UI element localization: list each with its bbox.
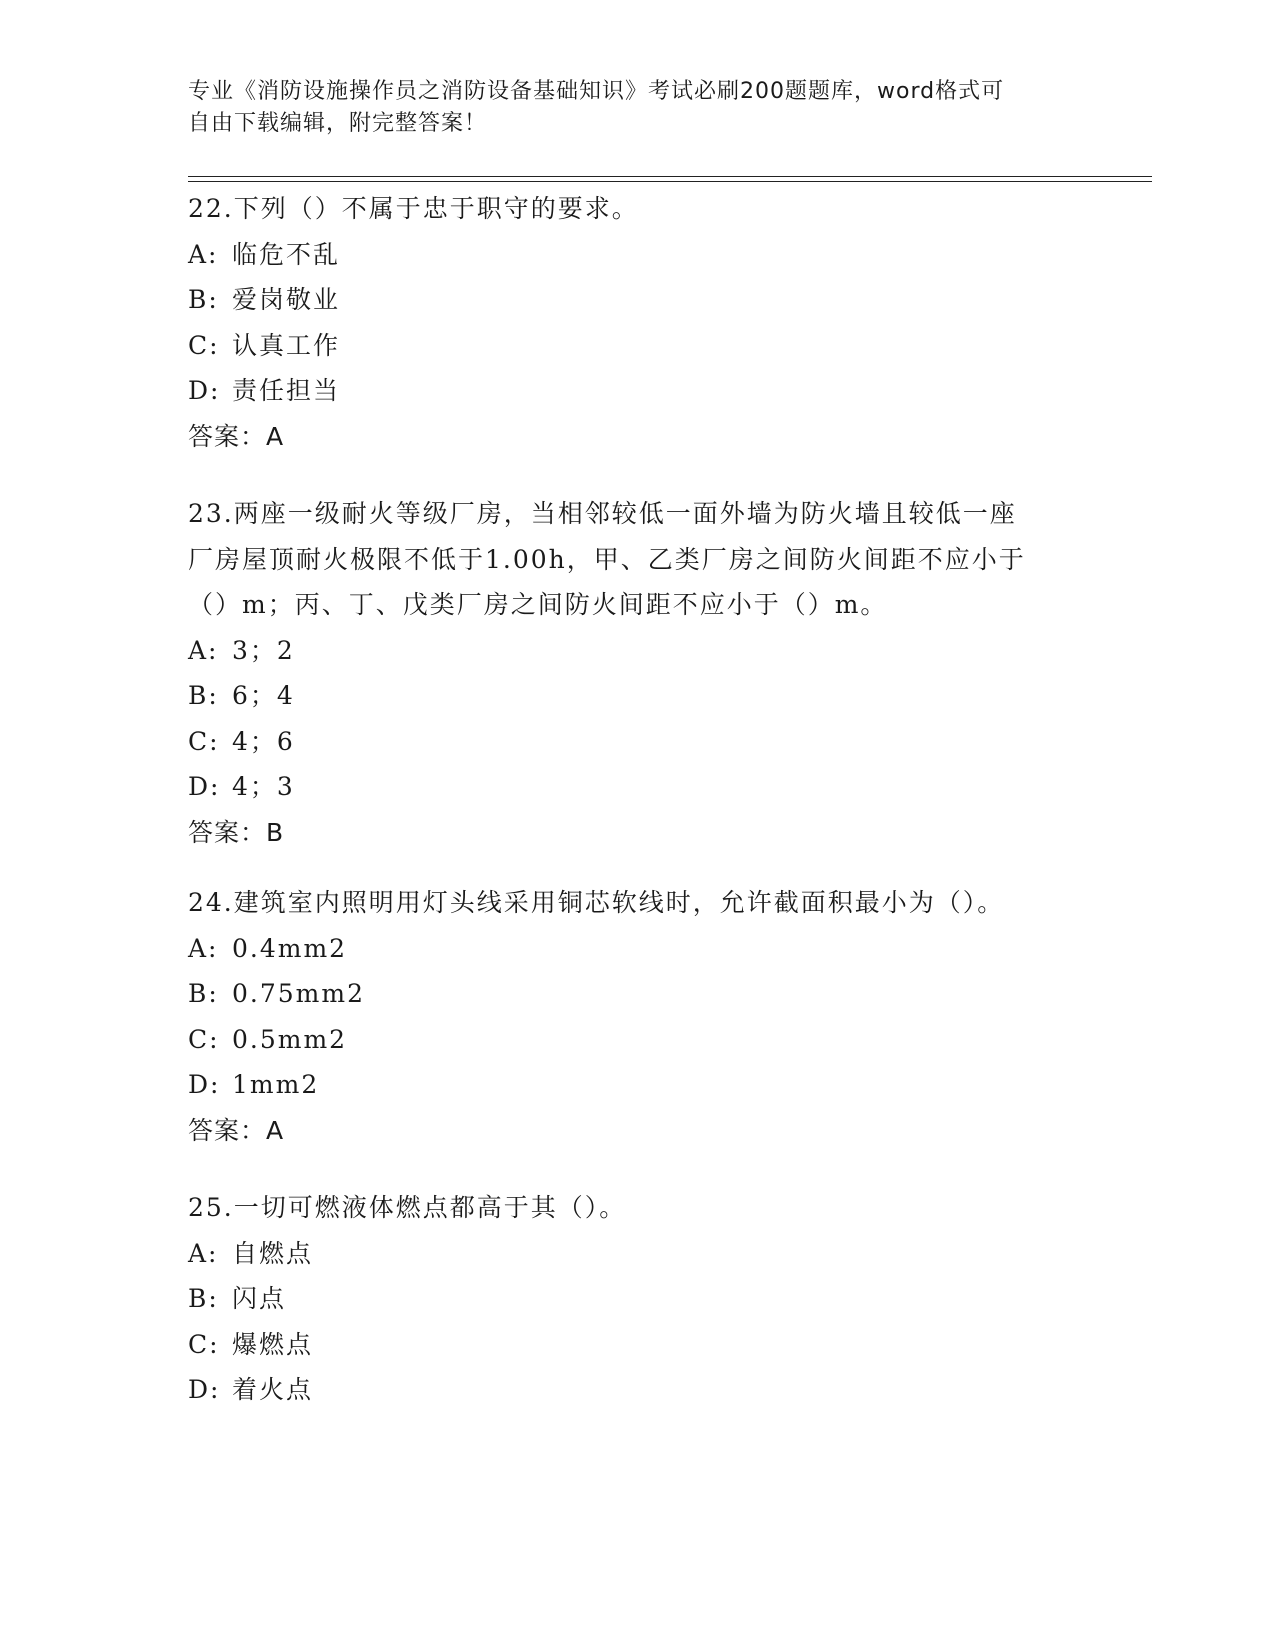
stem-line: 23.两座一级耐火等级厂房，当相邻较低一面外墙为防火墙且较低一座 [188,499,1017,528]
answer-line: 答案：B [188,817,285,847]
option-text: 着火点 [232,1375,314,1404]
option-c [188,323,1088,369]
option-text: 4；3 [232,772,295,801]
header-line-1: 专业《消防设施操作员之消防设备基础知识》考试必刷200题题库，word格式可 [188,79,1005,104]
document-header [188,76,1068,140]
option-text: 临危不乱 [232,239,341,269]
option-text: 自燃点 [232,1238,314,1268]
answer-line: 答案：A [188,1115,285,1145]
option-key: B: [188,979,219,1008]
option-key: A: [188,933,219,963]
option-d [188,1367,1088,1413]
option-text: 0.4mm2 [232,933,348,963]
option-key: D: [188,376,221,405]
option-text: 爱岗敬业 [232,285,341,314]
stem-line: 24.建筑室内照明用灯头线采用铜芯软线时，允许截面积最小为（）。 [188,888,1005,917]
option-key: D: [188,1070,221,1099]
option-key: B: [188,681,219,710]
question-24 [188,880,1088,1153]
option-c [188,1017,1088,1063]
option-b [188,277,1088,323]
option-c [188,1322,1088,1368]
option-text: 认真工作 [232,330,341,360]
option-key: C: [188,330,220,360]
option-c [188,719,1088,765]
question-22 [188,186,1088,459]
option-text: 0.75mm2 [232,979,365,1008]
option-a [188,628,1088,674]
stem-line: （）m；丙、丁、戊类厂房之间防火间距不应小于（）m。 [188,590,888,619]
option-key: C: [188,726,220,756]
option-text: 闪点 [232,1284,287,1313]
header-line-2: 自由下载编辑，附完整答案！ [188,111,488,136]
question-stem [188,186,1088,232]
stem-line: 25.一切可燃液体燃点都高于其（）。 [188,1193,627,1222]
question-25 [188,1185,1088,1413]
question-stem [188,880,1088,926]
option-key: B: [188,1284,219,1313]
option-text: 1mm2 [232,1070,320,1099]
option-d [188,1062,1088,1108]
header-divider-top [188,176,1152,177]
option-key: A: [188,635,219,665]
option-text: 3；2 [232,635,295,665]
stem-line: 22.下列（）不属于忠于职守的要求。 [188,194,639,223]
option-key: A: [188,239,219,269]
answer-line: 答案：A [188,421,285,451]
option-d [188,368,1088,414]
option-a [188,232,1088,278]
option-b [188,673,1088,719]
question-23 [188,491,1088,855]
header-divider-bottom [188,181,1152,182]
option-key: D: [188,772,221,801]
option-b [188,1276,1088,1322]
option-text: 4；6 [232,726,295,756]
option-key: B: [188,285,219,314]
option-key: C: [188,1329,220,1359]
option-key: C: [188,1024,220,1054]
question-stem [188,1185,1088,1231]
option-key: A: [188,1238,219,1268]
question-stem [188,491,1088,628]
option-a [188,926,1088,972]
option-text: 爆燃点 [232,1329,314,1359]
stem-line: 厂房屋顶耐火极限不低于1.00h，甲、乙类厂房之间防火间距不应小于 [188,544,1026,574]
option-a [188,1231,1088,1277]
option-text: 6；4 [232,681,295,710]
option-text: 0.5mm2 [232,1024,348,1054]
option-key: D: [188,1375,221,1404]
option-text: 责任担当 [232,376,341,405]
option-b [188,971,1088,1017]
option-d [188,764,1088,810]
